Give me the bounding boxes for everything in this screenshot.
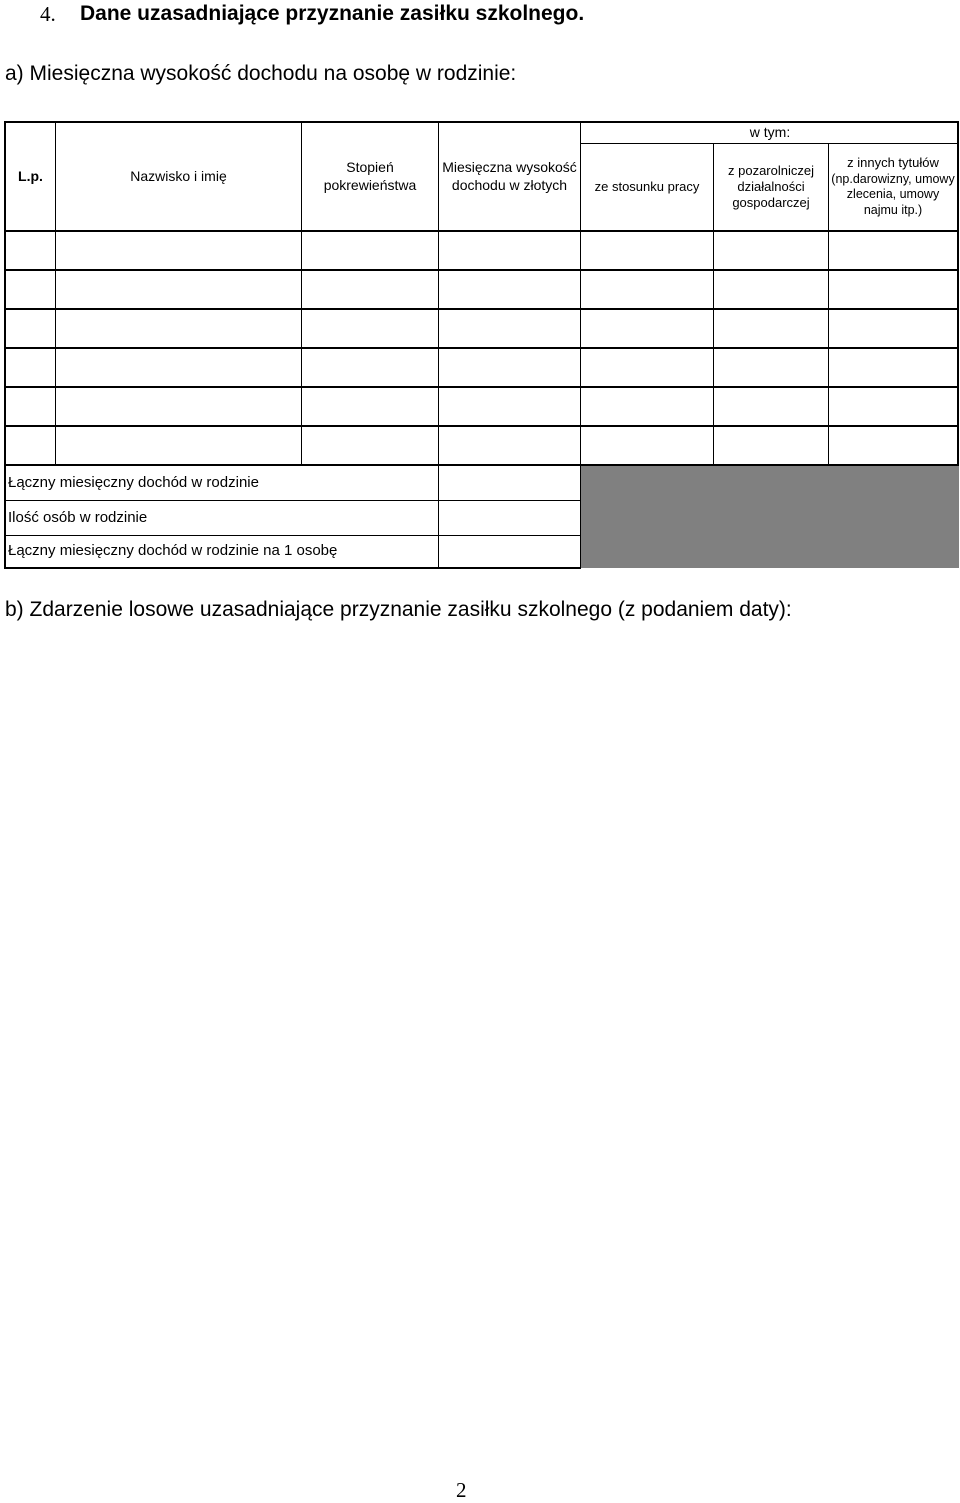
row-divider <box>4 425 959 427</box>
shaded-area <box>581 466 959 568</box>
header-name: Nazwisko i imię <box>130 167 227 184</box>
header-other-detail: (np.darowizny, umowy zlecenia, umowy najmu itp.) <box>831 171 955 217</box>
row-divider <box>4 386 959 388</box>
summary-divider <box>4 500 581 501</box>
row-divider <box>4 347 959 349</box>
row-divider <box>4 308 959 310</box>
summary-divider <box>4 535 581 536</box>
header-business: z pozarolniczej działalności gospodarczej <box>728 162 814 211</box>
header-bottom <box>4 230 959 232</box>
table-border-right <box>957 121 959 466</box>
header-employment: ze stosunku pracy <box>594 178 700 194</box>
header-including: w tym: <box>749 124 791 141</box>
header-other <box>829 144 957 230</box>
header-lp: L.p. <box>18 167 43 184</box>
header-income: Miesięczna wysokość dochodu w złotych <box>442 159 577 193</box>
section-title: Dane uzasadniające przyznanie zasiłku szkolnego. <box>80 2 585 25</box>
row-divider <box>4 269 959 271</box>
summary-total-label: Łączny miesięczny dochód w rodzinie <box>8 474 259 491</box>
summary-bottom <box>4 567 581 569</box>
header-relation: Stopień pokrewieństwa <box>323 159 417 193</box>
page-number: 2 <box>456 1478 467 1502</box>
header-other-title: z innych tytułów <box>847 155 939 171</box>
col-divider <box>301 121 302 465</box>
summary-count-label: Ilość osób w rodzinie <box>8 509 148 526</box>
part-a-heading: a) Miesięczna wysokość dochodu na osobę w rodzinie: <box>5 62 517 85</box>
summary-per-person-label: Łączny miesięczny dochód w rodzinie na 1 osobę <box>8 542 338 559</box>
section-number: 4. <box>40 2 56 26</box>
part-b-heading: b) Zdarzenie losowe uzasadniające przyznanie zasiłku szkolnego (z podaniem daty): <box>5 598 792 621</box>
